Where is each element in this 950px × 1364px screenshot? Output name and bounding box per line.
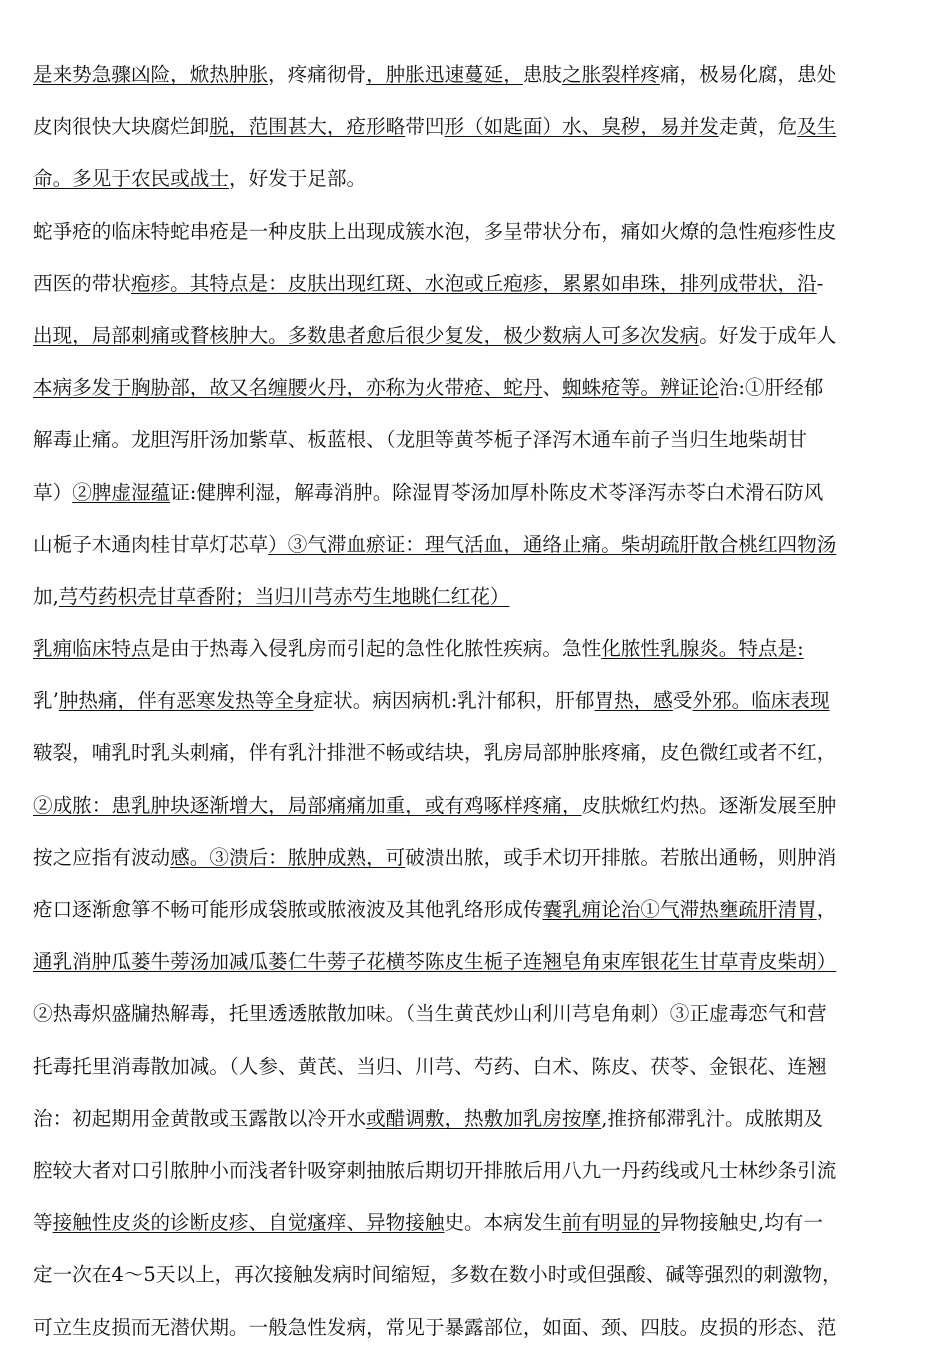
text-segment: 皮肤焮红灼热。逐渐发展至肿: [581, 793, 837, 817]
text-segment: 破溃出脓，或手术切开排脓。若脓出通畅，则肿消: [405, 845, 837, 869]
text-segment: 痛，极易化腐，患处: [660, 63, 837, 86]
underlined-text: 命。多见于农民或战士: [33, 167, 229, 191]
underlined-text: 通乳消肿瓜蒌牛蒡汤加减瓜蒌仁牛蒡子花横芩陈皮生栀子连翘皂角束库银花生甘草青皮柴胡）: [33, 950, 837, 974]
text-line: [33, 1155, 950, 1207]
text-line: [33, 894, 950, 946]
text-line: [33, 111, 950, 163]
text-line: [33, 946, 950, 998]
text-line: [33, 216, 950, 268]
text-line: [33, 424, 950, 476]
text-line: [33, 633, 950, 685]
text-segment: 史。本病发生: [444, 1211, 563, 1235]
text-segment: 解毒止痛。龙胆泻肝汤加紫草、板蓝根、（龙胆等黄芩栀子泽泻木通车前子当归生地柴胡甘: [33, 428, 807, 452]
text-segment: 加,: [33, 584, 59, 608]
text-line: [33, 268, 950, 320]
text-line: [33, 372, 950, 424]
text-segment: 。好发于成年人: [699, 323, 837, 347]
text-segment: 走黄，危: [718, 115, 798, 139]
underlined-text: 感。③溃后：脓肿成熟，可: [170, 845, 406, 869]
text-line: [33, 477, 950, 529]
text-line: [33, 320, 950, 372]
text-segment: 定一次在4〜5天以上，再次接触发病时间缩短，多数在数小时或但强酸、碱等强烈的刺激物，: [33, 1263, 842, 1287]
text-line: [33, 737, 950, 789]
text-segment: 受: [672, 689, 693, 713]
underlined-text: 之胀裂样疼: [562, 63, 660, 86]
text-line: [33, 1259, 950, 1311]
underlined-text: 外邪。临床表现: [692, 689, 830, 713]
text-segment: ，: [816, 898, 837, 921]
text-segment: 异物接触史,均有一: [660, 1211, 823, 1235]
text-segment: 皮肉很快大块腐烂卸: [33, 115, 210, 139]
underlined-text: 接触性皮炎的诊断皮疹、自觉瘙痒、异物接触: [52, 1211, 445, 1235]
text-line: [33, 163, 950, 215]
text-line: [33, 1312, 950, 1364]
underlined-text: 囊乳痈论治①气滞热壅疏肝清胃: [542, 898, 817, 921]
text-segment: 皲裂，哺乳时乳头刺痛，伴有乳汁排泄不畅或结块，乳房局部肿胀疼痛，皮色微红或者不红，: [33, 741, 837, 765]
underlined-text: 脱，范围甚大，疮形略: [209, 115, 406, 139]
underlined-text: ②成脓：患乳肿块逐渐增大，局部痛痛加重，或有鸡啄样疼痛，: [33, 793, 582, 817]
text-segment: 、: [542, 376, 563, 400]
text-segment: 山栀子木通肉桂甘草灯芯草: [33, 532, 269, 556]
text-segment: 症状。病因病机:乳汁郁积，肝郁: [313, 689, 595, 713]
underlined-text: 是来势急骤凶险，焮热肿胀: [33, 63, 269, 86]
underlined-text: 化脓性乳腺炎。特点是:: [601, 637, 804, 661]
text-segment: 患肢: [522, 63, 563, 86]
text-segment: ,推挤郁滞乳汁。成脓期及: [601, 1106, 823, 1130]
text-segment: 治：初起期用金黄散或玉露散以冷开水: [33, 1106, 367, 1130]
underlined-text: 出现，局部刺痛或瞀核肿大。多数患者愈后很少复发，极少数病人可多次发病: [33, 323, 700, 347]
underlined-text: ②脾虚湿蕴: [72, 480, 171, 504]
underlined-text: 形（如匙面）: [444, 115, 563, 139]
text-line: [33, 59, 950, 111]
text-segment: 托毒托里消毒散加减。（人参、黄芪、当归、川芎、芍药、白术、陈皮、茯苓、金银花、连翘: [33, 1054, 827, 1078]
text-segment: 西医的带状: [33, 271, 131, 295]
text-segment: ，好发于足部。: [228, 167, 367, 191]
text-segment: 可立生皮损而无潜伏期。一般急性发病，常见于暴露部位，如面、颈、四肢。皮损的形态、范: [33, 1315, 837, 1339]
text-segment: ，疼痛彻骨: [268, 63, 367, 86]
text-line: [33, 1051, 950, 1103]
underlined-text: 或醋调敷，热敷加乳房按摩: [366, 1106, 602, 1130]
underlined-text: 乳痈临床特点: [33, 637, 151, 661]
underlined-text: ）③气滞血瘀证：理气活血，通络止痛。柴胡疏肝散合桃红四物汤: [268, 532, 837, 556]
text-segment: 蛇爭疮的临床特蛇串疮是一种皮肤上出现成簇水泡，多呈带状分布，痛如火燎的急性疱疹性皮: [33, 219, 837, 243]
underlined-text: 肿热痛，伴有恶寒发热等全身: [58, 689, 314, 713]
underlined-text: 水、臭秽，易并发: [562, 115, 719, 139]
document-body: [33, 59, 950, 1364]
underlined-text: 及生: [797, 115, 837, 139]
text-segment: 等: [33, 1211, 53, 1235]
underlined-text: 本病多发于胸胁部，故又名缠腰火丹，亦称为火带疮、蛇丹: [33, 376, 543, 400]
text-segment: -: [816, 271, 824, 295]
text-segment: 带凹: [405, 115, 445, 139]
underlined-text: 疱疹。其特点是：皮肤出现红斑、水泡或丘疱疹，累累如串珠，排列成带状，沿: [130, 271, 817, 295]
text-segment: ②热毒炽盛牖热解毒，托里透透脓散加味。（当生黄芪炒山利川芎皂角刺）③正虚毒恋气和营: [33, 1002, 827, 1026]
text-line: [33, 998, 950, 1050]
underlined-text: 胃热，感: [594, 689, 673, 713]
text-line: [33, 581, 950, 633]
text-line: [33, 842, 950, 894]
text-segment: 乳’: [33, 689, 59, 713]
text-line: [33, 790, 950, 842]
text-segment: 腔较大者对口引脓肿小而浅者针吸穿刺抽脓后期切开排脓后用八九一丹药线或凡士林纱条引流: [33, 1158, 837, 1182]
underlined-text: 蜘蛛疮等。辨证论: [562, 376, 719, 400]
underlined-text: ，肿胀迅速蔓延，: [366, 63, 523, 86]
text-segment: 证:健脾利湿，解毒消肿。除湿胃苓汤加厚朴陈皮术苓泽泻赤苓白术滑石防风: [170, 480, 824, 504]
text-segment: 按之应指有波动: [33, 845, 171, 869]
text-segment: 治:①肝经郁: [718, 376, 824, 400]
text-line: [33, 1207, 950, 1259]
text-line: [33, 685, 950, 737]
underlined-text: 前有明显的: [562, 1211, 660, 1235]
text-line: [33, 1103, 950, 1155]
text-segment: 是由于热毒入侵乳房而引起的急性化脓性疾病。急性: [150, 637, 602, 661]
text-line: [33, 529, 950, 581]
text-segment: 疮口逐渐愈箏不畅可能形成袋脓或脓液波及其他乳络形成传: [33, 898, 543, 921]
text-segment: 草）: [33, 480, 73, 504]
underlined-text: 芎芍药枳壳甘草香附；当归川芎赤芍生地眺仁红花）: [58, 584, 510, 608]
